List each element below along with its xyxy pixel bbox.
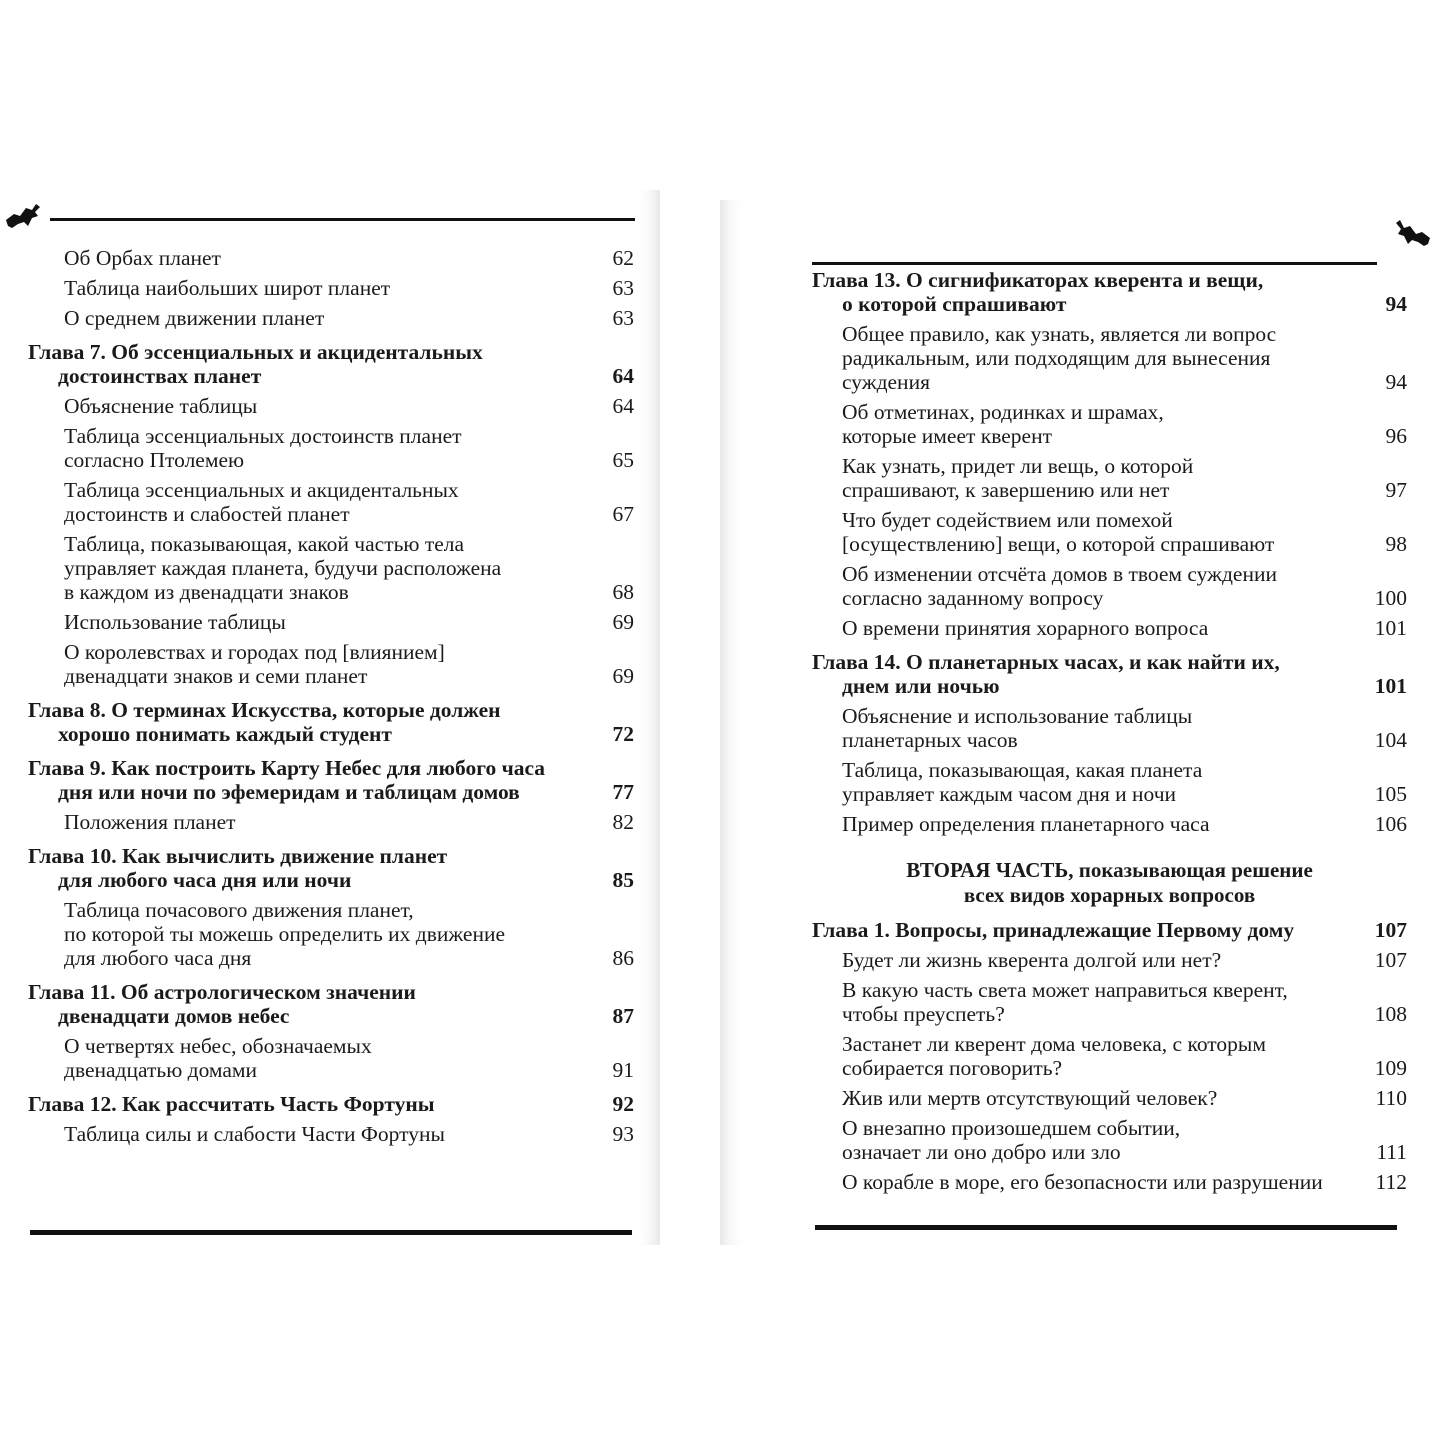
toc-entry[interactable] [812,508,1407,556]
page-number: 65 [612,448,634,472]
page-number: 87 [612,1004,634,1028]
toc-entry[interactable] [812,454,1407,502]
entry-title [812,1086,1217,1110]
page-number: 77 [612,780,634,804]
entry-title [28,844,447,892]
entry-title-line: Глава 1. Вопросы, принадлежащие Первому дому [812,918,1295,942]
entry-title-line: Жив или мертв отсутствующий человек? [842,1086,1218,1110]
page-number: 82 [612,810,634,834]
toc-entry[interactable] [812,322,1407,394]
page-number: 72 [612,722,634,746]
toc-chapter[interactable] [812,650,1407,698]
entry-title-line: достоинствах планет [58,364,262,388]
toc-entry[interactable] [812,1086,1407,1110]
top-rule [50,218,635,221]
page-number: 94 [1385,370,1407,394]
entry-title [812,454,1193,502]
entry-title [28,898,505,970]
page-number: 69 [612,610,634,634]
toc-entry[interactable] [812,704,1407,752]
entry-title [28,1034,372,1082]
page-number: 104 [1374,728,1407,752]
left-page [0,190,660,1245]
toc-entry[interactable] [28,276,634,300]
entry-title [812,918,1294,942]
entry-title [812,1116,1180,1164]
entry-title-line: Об отметинах, родинках и шрамах, [842,400,1164,424]
toc-entry[interactable] [812,812,1407,836]
page-number: 112 [1375,1170,1407,1194]
entry-title [812,758,1202,806]
entry-title [28,640,445,688]
toc-chapter[interactable] [812,918,1407,942]
entry-title [812,616,1208,640]
entry-title-line: О среднем движении планет [64,306,325,330]
entry-title-line: О внезапно произошедшем событии, [842,1116,1181,1140]
toc-entry[interactable] [28,810,634,834]
page-number: 69 [612,664,634,688]
entry-title [812,268,1263,316]
entry-title-line: Таблица силы и слабости Части Фортуны [64,1122,445,1146]
entry-title [812,704,1192,752]
toc-entry[interactable] [28,610,634,634]
page-number: 64 [612,364,634,388]
entry-title [812,1032,1266,1080]
toc-chapter[interactable] [28,698,634,746]
entry-title [812,978,1288,1026]
entry-title-line: Застанет ли кверент дома человека, с которым [842,1032,1266,1056]
toc-entry[interactable] [28,1122,634,1146]
entry-title-line: радикальным, или подходящим для вынесения [842,346,1271,370]
page-number: 107 [1374,918,1407,942]
entry-title [28,340,483,388]
entry-title-line: Что будет содействием или помехой [842,508,1173,532]
page-number: 64 [612,394,634,418]
entry-title [28,532,501,604]
entry-title [28,810,236,834]
entry-title-line: для любого часа дня [64,946,252,970]
entry-title-line: Объяснение таблицы [64,394,258,418]
page-number: 86 [612,946,634,970]
entry-title-line: означает ли оно добро или зло [842,1140,1121,1164]
entry-title-line: Таблица почасового движения планет, [64,898,414,922]
entry-title [28,394,257,418]
toc-entry[interactable] [28,1034,634,1082]
entry-title-line: Глава 8. О терминах Искусства, которые должен [28,698,501,722]
page-number: 63 [612,306,634,330]
entry-title-line: управляет каждым часом дня и ночи [842,782,1177,806]
toc-chapter[interactable] [28,844,634,892]
toc-entry[interactable] [812,562,1407,610]
toc-entry[interactable] [812,400,1407,448]
entry-title [812,562,1277,610]
entry-title [812,322,1276,394]
entry-title-line: Глава 13. О сигнификаторах кверента и вещи, [812,268,1264,292]
toc-entry[interactable] [812,758,1407,806]
page-number: 106 [1374,812,1407,836]
page-number: 97 [1385,478,1407,502]
entry-title [28,276,390,300]
toc-list-right [812,258,1407,1194]
page-number: 68 [612,580,634,604]
page-number: 62 [612,246,634,270]
toc-chapter[interactable] [28,340,634,388]
entry-title-line: О корабле в море, его безопасности или разрушении [842,1170,1323,1194]
horse-rider-ornament-icon [1390,214,1434,250]
page-number: 91 [612,1058,634,1082]
entry-title-line: по которой ты можешь определить их движение [64,922,506,946]
page-number: 109 [1374,1056,1407,1080]
toc-entry[interactable] [28,246,634,270]
entry-title-line: спрашивают, к завершению или нет [842,478,1170,502]
page-number: 94 [1385,292,1407,316]
entry-title-line: суждения [842,370,930,394]
entry-title-line: [осуществлению] вещи, о которой спрашивают [842,532,1275,556]
entry-title-line: двенадцати знаков и семи планет [64,664,368,688]
toc-list-left [28,240,634,1146]
entry-title-line: Об изменении отсчёта домов в твоем суждении [842,562,1277,586]
horse-rider-ornament-icon [2,198,46,232]
toc-entry[interactable] [812,1032,1407,1080]
entry-title-line: согласно заданному вопросу [842,586,1104,610]
toc-entry[interactable] [28,424,634,472]
part-heading-line: всех видов хорарных вопросов [963,883,1256,907]
page-number: 108 [1374,1002,1407,1026]
toc-chapter[interactable] [812,268,1407,316]
entry-title-line: управляет каждая планета, будучи расположена [64,556,502,580]
page-number: 92 [612,1092,634,1116]
entry-title-line: двенадцатью домами [64,1058,258,1082]
entry-title-line: Положения планет [64,810,236,834]
entry-title-line: для любого часа дня или ночи [58,868,352,892]
toc-entry[interactable] [28,306,634,330]
entry-title [28,980,416,1028]
entry-title-line: В какую часть света может направиться кверент, [842,978,1288,1002]
entry-title [812,948,1221,972]
entry-title-line: достоинств и слабостей планет [64,502,350,526]
toc-chapter[interactable] [28,1092,634,1116]
entry-title-line: Глава 9. Как построить Карту Небес для любого часа [28,756,546,780]
entry-title-line: Глава 10. Как вычислить движение планет [28,844,448,868]
toc-entry[interactable] [28,478,634,526]
entry-title-line: дня или ночи по эфемеридам и таблицам домов [58,780,520,804]
entry-title-line: Таблица, показывающая, какой частью тела [64,532,465,556]
part-heading [812,858,1407,908]
toc-entry[interactable] [28,532,634,604]
toc-entry[interactable] [812,948,1407,972]
entry-title-line: О четвертях небес, обозначаемых [64,1034,372,1058]
entry-title-line: Глава 7. Об эссенциальных и акцидентальных [28,340,483,364]
page-number: 101 [1374,616,1407,640]
toc-entry[interactable] [812,616,1407,640]
entry-title-line: планетарных часов [842,728,1018,752]
entry-title-line: Глава 14. О планетарных часах, и как найти их, [812,650,1280,674]
entry-title-line: Таблица эссенциальных достоинств планет [64,424,462,448]
entry-title-line: в каждом из двенадцати знаков [64,580,349,604]
entry-title [28,246,221,270]
page-number: 100 [1374,586,1407,610]
entry-title [28,306,324,330]
right-page [720,200,1445,1245]
entry-title-line: двенадцати домов небес [58,1004,290,1028]
toc-entry[interactable] [812,978,1407,1026]
entry-title-line: Об Орбах планет [64,246,221,270]
entry-title-line: Общее правило, как узнать, является ли вопрос [842,322,1277,346]
entry-title [812,650,1280,698]
entry-title [812,400,1164,448]
entry-title-line: о которой спрашивают [842,292,1067,316]
page-number: 63 [612,276,634,300]
entry-title-line: собирается поговорить? [842,1056,1063,1080]
entry-title [28,1092,435,1116]
page-number: 67 [612,502,634,526]
page-number: 111 [1376,1140,1407,1164]
toc-entry[interactable] [812,1116,1407,1164]
entry-title-line: Таблица, показывающая, какая планета [842,758,1203,782]
page-number: 98 [1385,532,1407,556]
page-number: 85 [612,868,634,892]
entry-title-line: Таблица наибольших широт планет [64,276,391,300]
entry-title-line: чтобы преуспеть? [842,1002,1005,1026]
entry-title-line: Глава 12. Как рассчитать Часть Фортуны [28,1092,435,1116]
entry-title-line: Будет ли жизнь кверента долгой или нет? [842,948,1222,972]
entry-title [28,478,459,526]
entry-title-line: О времени принятия хорарного вопроса [842,616,1209,640]
entry-title-line: Как узнать, придет ли вещь, о которой [842,454,1194,478]
toc-chapter[interactable] [28,980,634,1028]
page-number: 93 [612,1122,634,1146]
entry-title-line: Таблица эссенциальных и акцидентальных [64,478,459,502]
entry-title [28,424,462,472]
entry-title-line: днем или ночью [842,674,1000,698]
entry-title-line: Использование таблицы [64,610,286,634]
toc-entry[interactable] [812,1170,1407,1194]
page-number: 107 [1374,948,1407,972]
entry-title-line: хорошо понимать каждый студент [58,722,392,746]
part-heading-line: ВТОРАЯ ЧАСТЬ, показывающая решение [906,858,1313,882]
entry-title-line: Объяснение и использование таблицы [842,704,1193,728]
toc-entry[interactable] [28,898,634,970]
entry-title [28,698,501,746]
entry-title-line: Глава 11. Об астрологическом значении [28,980,416,1004]
page-number: 96 [1385,424,1407,448]
toc-entry[interactable] [28,394,634,418]
toc-chapter[interactable] [28,756,634,804]
entry-title-line: Пример определения планетарного часа [842,812,1210,836]
page-number: 110 [1375,1086,1407,1110]
entry-title [28,1122,445,1146]
entry-title [812,508,1274,556]
entry-title [812,1170,1323,1194]
page-number: 101 [1374,674,1407,698]
page-number: 105 [1374,782,1407,806]
entry-title [812,812,1210,836]
entry-title-line: О королевствах и городах под [влиянием] [64,640,445,664]
bottom-rule [30,1230,632,1235]
entry-title [28,610,286,634]
toc-entry[interactable] [28,640,634,688]
entry-title-line: согласно Птолемею [64,448,245,472]
entry-title [28,756,545,804]
bottom-rule [815,1225,1397,1230]
entry-title-line: которые имеет кверент [842,424,1052,448]
